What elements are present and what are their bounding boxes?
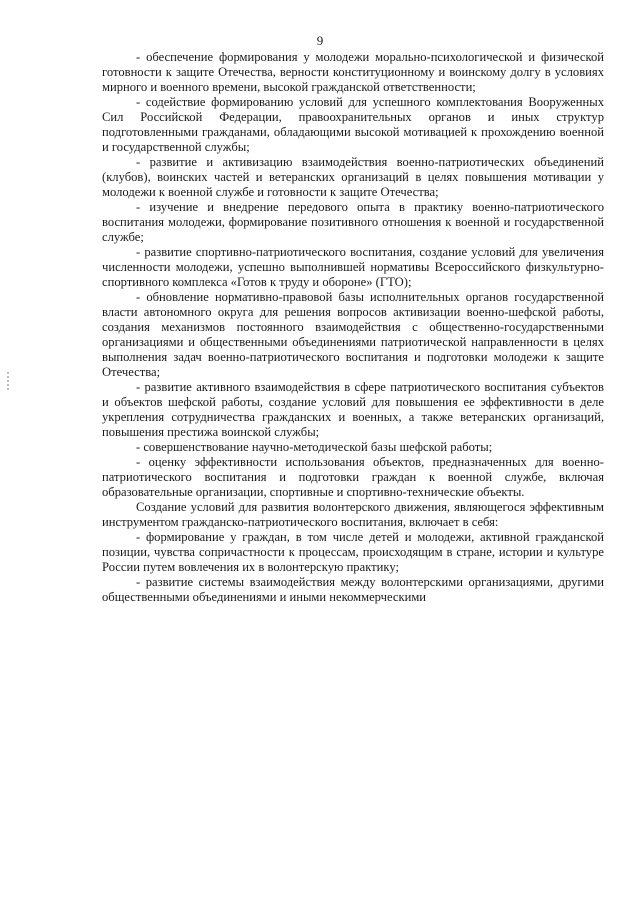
paragraph: - развитие активного взаимодействия в сфере патриотического воспитания субъектов и объектов шефской работы, создание условий для повышения ее эффективности в деле укрепления сотрудничества гражданских и военных, а также ветеранских организаций, повышения престижа воинской службы; [102,380,604,439]
paragraph: - обеспечение формирования у молодежи морально-психологической и физической готовности к защите Отечества, верности конституционному и воинскому долгу в условиях мирного и военного времени, высокой гражданской ответственности; [102,50,604,94]
body-text [102,50,604,605]
page-number: 9 [316,33,324,48]
paragraph: - изучение и внедрение передового опыта в практику военно-патриотического воспитания молодежи, формирование позитивного отношения к военной и государственной службе; [102,200,604,244]
paragraph: Создание условий для развития волонтерского движения, являющегося эффективным инструментом гражданско-патриотического воспитания, включает в себя: [102,500,604,529]
paragraph: - развитие спортивно-патриотического воспитания, создание условий для увеличения численности молодежи, успешно выполнившей нормативы Всероссийского физкультурно-спортивного комплекса «Готов к труду и обороне» (ГТО); [102,245,604,289]
paragraph: - совершенствование научно-методической базы шефской работы; [136,440,493,454]
paragraph: - содействие формированию условий для успешного комплектования Вооруженных Сил Российской Федерации, правоохранительных органов и иных структур подготовленными гражданами, обладающими высокой мотивацией к прохождению военной и государственной службы; [102,95,604,154]
paragraph: - развитие системы взаимодействия между волонтерскими организациями, другими общественными объединениями и иными некоммерческими [102,575,604,604]
paragraph: - формирование у граждан, в том числе детей и молодежи, активной гражданской позиции, чувства сопричастности к процессам, происходящим в стране, истории и культуре России путем вовлечения их в волонтерскую практику; [102,530,604,574]
binding-mark [7,372,9,390]
paragraph: - оценку эффективности использования объектов, предназначенных для военно-патриотического воспитания и подготовки граждан к военной службе, включая образовательные организации, спортивные и спортивно-технические объекты. [102,455,604,499]
paragraph: - обновление нормативно-правовой базы исполнительных органов государственной власти автономного округа для решения вопросов активизации военно-шефской работы, создания механизмов постоянного взаимодействия с общественно-государственными организациями и общественными объединениями патриотической направленности в целях выполнения задач военно-патриотического воспитания и подготовки молодежи к защите Отечества; [102,290,604,379]
paragraph: - развитие и активизацию взаимодействия военно-патриотических объединений (клубов), воинских частей и ветеранских организаций в целях повышения мотивации у молодежи к военной службе и готовности к защите Отечества; [102,155,604,199]
